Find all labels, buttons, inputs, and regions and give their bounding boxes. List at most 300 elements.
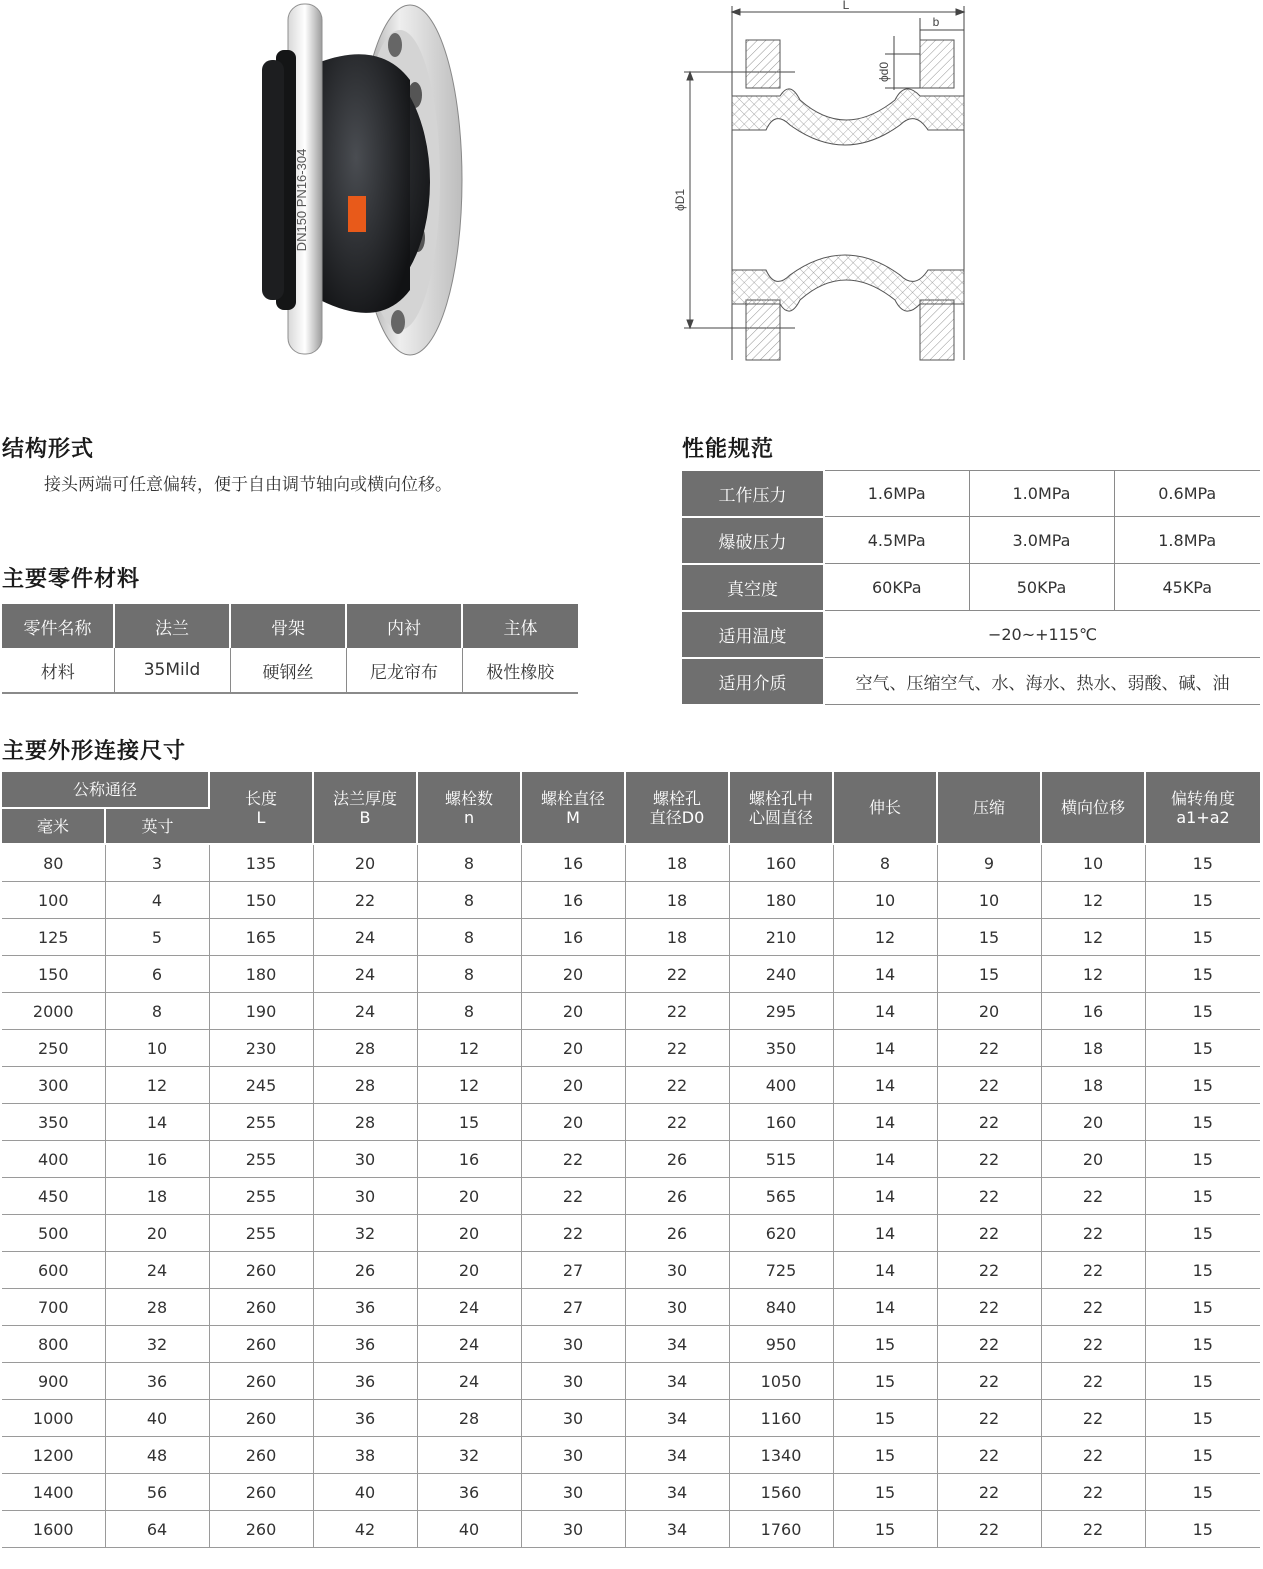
table-cell: 8 (417, 993, 521, 1030)
dimensions-header-cell (417, 772, 521, 844)
table-cell: 230 (209, 1030, 313, 1067)
table-row (2, 844, 1260, 882)
table-cell: 30 (521, 1400, 625, 1437)
table-cell: 8 (417, 956, 521, 993)
performance-table (682, 470, 1260, 706)
table-cell: 190 (209, 993, 313, 1030)
table-cell: 8 (417, 919, 521, 956)
table-cell: 12 (417, 1067, 521, 1104)
table-cell: 20 (521, 1067, 625, 1104)
table-cell: 20 (417, 1252, 521, 1289)
performance-row (682, 564, 1260, 611)
table-cell: 15 (1145, 1326, 1260, 1363)
materials-cell: 硬钢丝 (230, 648, 346, 693)
table-cell: 26 (625, 1215, 729, 1252)
table-row (2, 1511, 1260, 1548)
dimensions-header-cell: 横向位移 (1041, 772, 1145, 844)
table-cell: 22 (625, 1104, 729, 1141)
table-cell: 15 (1145, 1178, 1260, 1215)
dimensions-title: 主要外形连接尺寸 (2, 739, 187, 764)
table-cell: 22 (521, 1215, 625, 1252)
table-cell: 15 (833, 1400, 937, 1437)
table-cell: 16 (1041, 993, 1145, 1030)
table-cell: 12 (417, 1030, 521, 1067)
table-cell: 260 (209, 1474, 313, 1511)
materials-header-cell: 零件名称 (2, 604, 114, 648)
table-cell: 14 (833, 1104, 937, 1141)
performance-value: 3.0MPa (969, 517, 1114, 564)
table-cell: 1050 (729, 1363, 833, 1400)
table-cell: 15 (1145, 844, 1260, 882)
table-cell: 10 (833, 882, 937, 919)
table-cell: 8 (417, 882, 521, 919)
table-cell: 22 (937, 1252, 1041, 1289)
table-cell: 34 (625, 1326, 729, 1363)
table-cell: 250 (2, 1030, 105, 1067)
table-row (2, 1252, 1260, 1289)
table-cell: 20 (313, 844, 417, 882)
table-cell: 16 (521, 919, 625, 956)
table-cell: 26 (625, 1178, 729, 1215)
table-cell: 22 (1041, 1178, 1145, 1215)
performance-row (682, 611, 1260, 658)
table-cell: 160 (729, 844, 833, 882)
table-cell: 34 (625, 1437, 729, 1474)
table-cell: 24 (105, 1252, 209, 1289)
table-cell: 565 (729, 1178, 833, 1215)
table-cell: 1760 (729, 1511, 833, 1548)
performance-label: 适用温度 (682, 611, 824, 658)
table-cell: 80 (2, 844, 105, 882)
table-cell: 32 (417, 1437, 521, 1474)
table-cell: 20 (417, 1215, 521, 1252)
table-cell: 15 (937, 919, 1041, 956)
table-cell: 125 (2, 919, 105, 956)
table-cell: 20 (937, 993, 1041, 1030)
dimensions-header-cell (209, 772, 313, 844)
diagram-label-b: b (932, 15, 940, 29)
dimensions-header-cell (729, 772, 833, 844)
table-cell: 48 (105, 1437, 209, 1474)
table-cell: 22 (521, 1178, 625, 1215)
dimensions-header-cell: 压缩 (937, 772, 1041, 844)
table-cell: 350 (2, 1104, 105, 1141)
table-cell: 22 (625, 956, 729, 993)
table-cell: 15 (1145, 1437, 1260, 1474)
table-cell: 22 (937, 1215, 1041, 1252)
table-cell: 950 (729, 1326, 833, 1363)
header-line: 法兰厚度 (333, 788, 398, 808)
table-cell: 260 (209, 1289, 313, 1326)
table-cell: 22 (313, 882, 417, 919)
table-cell: 32 (313, 1215, 417, 1252)
table-cell: 255 (209, 1141, 313, 1178)
table-cell: 28 (313, 1067, 417, 1104)
table-cell: 620 (729, 1215, 833, 1252)
table-cell: 18 (1041, 1030, 1145, 1067)
table-cell: 22 (937, 1400, 1041, 1437)
table-cell: 260 (209, 1400, 313, 1437)
dimensions-header-cell (1145, 772, 1260, 844)
table-cell: 8 (833, 844, 937, 882)
header-line: 直径D0 (649, 807, 705, 827)
table-cell: 15 (833, 1511, 937, 1548)
dimensions-subheader-mm: 毫米 (2, 808, 105, 844)
structure-title: 结构形式 (2, 437, 95, 462)
table-cell: 28 (313, 1104, 417, 1141)
table-cell: 15 (833, 1474, 937, 1511)
header-line: 螺栓孔中 (749, 788, 814, 808)
materials-header-cell: 骨架 (230, 604, 346, 648)
table-cell: 840 (729, 1289, 833, 1326)
table-cell: 56 (105, 1474, 209, 1511)
table-cell: 22 (937, 1067, 1041, 1104)
table-cell: 700 (2, 1289, 105, 1326)
dimensions-header-cell (625, 772, 729, 844)
table-cell: 14 (833, 993, 937, 1030)
table-cell: 30 (625, 1252, 729, 1289)
dimensions-header-cell (313, 772, 417, 844)
table-row (2, 882, 1260, 919)
performance-title: 性能规范 (682, 437, 775, 462)
table-row (2, 1400, 1260, 1437)
table-cell: 4 (105, 882, 209, 919)
table-cell: 5 (105, 919, 209, 956)
performance-value: 1.8MPa (1114, 517, 1260, 564)
table-cell: 300 (2, 1067, 105, 1104)
table-cell: 15 (1145, 956, 1260, 993)
table-cell: 150 (209, 882, 313, 919)
table-cell: 22 (625, 993, 729, 1030)
table-cell: 1600 (2, 1511, 105, 1548)
table-cell: 260 (209, 1511, 313, 1548)
table-cell: 15 (1145, 1252, 1260, 1289)
table-cell: 260 (209, 1437, 313, 1474)
table-cell: 20 (1041, 1104, 1145, 1141)
table-cell: 30 (521, 1511, 625, 1548)
product-photo (240, 0, 480, 360)
table-cell: 14 (833, 1030, 937, 1067)
table-row (2, 1289, 1260, 1326)
table-row (2, 1104, 1260, 1141)
table-row (2, 1030, 1260, 1067)
table-cell: 22 (625, 1067, 729, 1104)
table-cell: 1340 (729, 1437, 833, 1474)
dimensions-header-cell: 伸长 (833, 772, 937, 844)
table-cell: 160 (729, 1104, 833, 1141)
performance-label: 爆破压力 (682, 517, 824, 564)
table-cell: 100 (2, 882, 105, 919)
table-cell: 36 (313, 1363, 417, 1400)
table-cell: 260 (209, 1363, 313, 1400)
table-cell: 22 (625, 1030, 729, 1067)
table-cell: 14 (833, 1178, 937, 1215)
table-cell: 255 (209, 1215, 313, 1252)
table-cell: 26 (313, 1252, 417, 1289)
table-cell: 24 (313, 993, 417, 1030)
table-cell: 12 (1041, 919, 1145, 956)
table-cell: 24 (417, 1326, 521, 1363)
performance-value: 4.5MPa (824, 517, 969, 564)
table-cell: 800 (2, 1326, 105, 1363)
performance-row (682, 517, 1260, 564)
table-cell: 1400 (2, 1474, 105, 1511)
table-cell: 16 (105, 1141, 209, 1178)
table-cell: 260 (209, 1326, 313, 1363)
performance-value: 1.6MPa (824, 471, 969, 517)
header-line: 长度 (245, 788, 278, 808)
header-line: 螺栓数 (445, 788, 494, 808)
table-cell: 16 (417, 1141, 521, 1178)
table-cell: 22 (1041, 1363, 1145, 1400)
table-cell: 14 (833, 1289, 937, 1326)
table-cell: 15 (1145, 1141, 1260, 1178)
table-cell: 20 (521, 1030, 625, 1067)
table-cell: 36 (313, 1400, 417, 1437)
table-cell: 18 (625, 844, 729, 882)
header-line: 偏转角度 (1171, 788, 1236, 808)
table-cell: 450 (2, 1178, 105, 1215)
performance-value: 45KPa (1114, 564, 1260, 611)
table-cell: 15 (1145, 1067, 1260, 1104)
table-cell: 18 (625, 882, 729, 919)
table-cell: 30 (313, 1178, 417, 1215)
table-cell: 12 (1041, 956, 1145, 993)
table-cell: 22 (1041, 1511, 1145, 1548)
table-cell: 1000 (2, 1400, 105, 1437)
table-cell: 18 (105, 1178, 209, 1215)
performance-label: 真空度 (682, 564, 824, 611)
dimensions-group-header: 公称通径 (2, 772, 209, 808)
table-cell: 22 (937, 1363, 1041, 1400)
table-cell: 22 (1041, 1400, 1145, 1437)
materials-header-cell: 法兰 (114, 604, 230, 648)
structure-description: 接头两端可任意偏转，便于自由调节轴向或横向位移。 (44, 475, 452, 495)
dimensions-subheader-inch: 英寸 (105, 808, 209, 844)
table-cell: 30 (521, 1437, 625, 1474)
table-cell: 27 (521, 1252, 625, 1289)
table-cell: 30 (521, 1326, 625, 1363)
table-cell: 22 (937, 1141, 1041, 1178)
header-line: 螺栓直径 (541, 788, 606, 808)
table-cell: 24 (417, 1289, 521, 1326)
table-cell: 15 (1145, 1511, 1260, 1548)
materials-cell: 尼龙帘布 (346, 648, 462, 693)
table-cell: 22 (1041, 1437, 1145, 1474)
table-cell: 6 (105, 956, 209, 993)
table-cell: 15 (1145, 1030, 1260, 1067)
table-cell: 34 (625, 1400, 729, 1437)
table-cell: 34 (625, 1474, 729, 1511)
table-cell: 40 (417, 1511, 521, 1548)
materials-title: 主要零件材料 (2, 567, 141, 592)
table-cell: 14 (833, 1215, 937, 1252)
performance-value: 1.0MPa (969, 471, 1114, 517)
table-cell: 14 (105, 1104, 209, 1141)
table-cell: 14 (833, 1252, 937, 1289)
table-cell: 400 (729, 1067, 833, 1104)
table-cell: 38 (313, 1437, 417, 1474)
table-cell: 15 (1145, 1474, 1260, 1511)
table-cell: 14 (833, 1141, 937, 1178)
table-cell: 20 (521, 993, 625, 1030)
table-cell: 22 (937, 1289, 1041, 1326)
table-cell: 515 (729, 1141, 833, 1178)
table-cell: 22 (1041, 1252, 1145, 1289)
materials-row (2, 648, 578, 693)
table-cell: 135 (209, 844, 313, 882)
table-cell: 15 (1145, 1215, 1260, 1252)
table-cell: 40 (105, 1400, 209, 1437)
table-cell: 12 (105, 1067, 209, 1104)
dimensions-header-cell (521, 772, 625, 844)
table-cell: 28 (417, 1400, 521, 1437)
table-row (2, 993, 1260, 1030)
table-cell: 255 (209, 1178, 313, 1215)
table-cell: 9 (937, 844, 1041, 882)
diagram-label-L: L (842, 0, 850, 12)
table-cell: 3 (105, 844, 209, 882)
table-cell: 12 (833, 919, 937, 956)
table-cell: 12 (1041, 882, 1145, 919)
table-cell: 20 (1041, 1141, 1145, 1178)
table-cell: 22 (937, 1326, 1041, 1363)
table-row (2, 1178, 1260, 1215)
materials-cell: 极性橡胶 (462, 648, 578, 693)
table-cell: 34 (625, 1363, 729, 1400)
table-cell: 14 (833, 1067, 937, 1104)
table-cell: 20 (417, 1178, 521, 1215)
table-cell: 22 (937, 1474, 1041, 1511)
table-cell: 1200 (2, 1437, 105, 1474)
header-line: 螺栓孔 (653, 788, 702, 808)
table-cell: 28 (105, 1289, 209, 1326)
header-line: L (256, 807, 266, 827)
table-cell: 15 (937, 956, 1041, 993)
materials-table (2, 604, 578, 694)
table-cell: 260 (209, 1252, 313, 1289)
table-cell: 24 (417, 1363, 521, 1400)
table-cell: 15 (1145, 919, 1260, 956)
table-cell: 32 (105, 1326, 209, 1363)
table-cell: 22 (937, 1030, 1041, 1067)
table-cell: 22 (1041, 1289, 1145, 1326)
table-cell: 600 (2, 1252, 105, 1289)
table-cell: 36 (313, 1289, 417, 1326)
table-cell: 10 (937, 882, 1041, 919)
table-cell: 22 (521, 1141, 625, 1178)
header-line: B (359, 807, 371, 827)
table-cell: 22 (1041, 1215, 1145, 1252)
table-cell: 245 (209, 1067, 313, 1104)
table-cell: 42 (313, 1511, 417, 1548)
table-cell: 8 (105, 993, 209, 1030)
diagram-label-D1: ϕD1 (673, 188, 687, 212)
table-cell: 30 (521, 1474, 625, 1511)
table-cell: 64 (105, 1511, 209, 1548)
table-cell: 22 (937, 1104, 1041, 1141)
table-cell: 1160 (729, 1400, 833, 1437)
diagram-label-d0: ϕd0 (877, 61, 891, 83)
table-cell: 20 (521, 1104, 625, 1141)
table-cell: 30 (625, 1289, 729, 1326)
table-cell: 2000 (2, 993, 105, 1030)
table-cell: 15 (1145, 1104, 1260, 1141)
table-cell: 350 (729, 1030, 833, 1067)
table-row (2, 1437, 1260, 1474)
table-cell: 27 (521, 1289, 625, 1326)
table-cell: 22 (937, 1511, 1041, 1548)
table-cell: 28 (313, 1030, 417, 1067)
performance-value: 60KPa (824, 564, 969, 611)
materials-header-cell: 主体 (503, 618, 538, 639)
table-cell: 30 (521, 1363, 625, 1400)
table-cell: 165 (209, 919, 313, 956)
performance-label: 工作压力 (682, 471, 824, 517)
materials-cell: 材料 (2, 648, 114, 693)
table-cell: 24 (313, 956, 417, 993)
table-cell: 15 (1145, 1400, 1260, 1437)
table-cell: 15 (833, 1437, 937, 1474)
table-cell: 15 (833, 1363, 937, 1400)
table-row (2, 1363, 1260, 1400)
performance-value: 50KPa (969, 564, 1114, 611)
table-cell: 10 (105, 1030, 209, 1067)
performance-label: 适用介质 (682, 658, 824, 705)
performance-row (682, 471, 1260, 517)
table-cell: 1560 (729, 1474, 833, 1511)
table-cell: 20 (105, 1215, 209, 1252)
table-cell: 36 (313, 1326, 417, 1363)
table-row (2, 1326, 1260, 1363)
table-cell: 15 (1145, 1363, 1260, 1400)
table-cell: 15 (417, 1104, 521, 1141)
header-line: n (463, 807, 475, 827)
dimensions-header-row (2, 772, 1260, 808)
table-cell: 900 (2, 1363, 105, 1400)
table-row (2, 1067, 1260, 1104)
performance-value: −20~+115℃ (824, 611, 1260, 658)
header-line: M (566, 807, 580, 827)
table-cell: 40 (313, 1474, 417, 1511)
table-cell: 15 (833, 1326, 937, 1363)
table-cell: 8 (417, 844, 521, 882)
materials-header-cell: 内衬 (346, 604, 462, 648)
header-line: 心圆直径 (749, 807, 814, 827)
table-row (2, 1474, 1260, 1511)
table-cell: 295 (729, 993, 833, 1030)
table-cell: 725 (729, 1252, 833, 1289)
materials-header-row (2, 604, 578, 648)
table-cell: 22 (937, 1437, 1041, 1474)
table-cell: 400 (2, 1141, 105, 1178)
table-cell: 10 (1041, 844, 1145, 882)
table-cell: 500 (2, 1215, 105, 1252)
materials-cell: 35Mild (114, 648, 230, 693)
table-cell: 15 (1145, 1289, 1260, 1326)
performance-value: 空气、压缩空气、水、海水、热水、弱酸、碱、油 (824, 658, 1260, 705)
table-cell: 34 (625, 1511, 729, 1548)
table-cell: 26 (625, 1141, 729, 1178)
table-cell: 16 (521, 844, 625, 882)
table-cell: 210 (729, 919, 833, 956)
header-line: a1+a2 (1176, 807, 1230, 827)
performance-value: 0.6MPa (1114, 471, 1260, 517)
table-cell: 180 (209, 956, 313, 993)
table-cell: 240 (729, 956, 833, 993)
table-cell: 36 (105, 1363, 209, 1400)
table-cell: 22 (937, 1178, 1041, 1215)
